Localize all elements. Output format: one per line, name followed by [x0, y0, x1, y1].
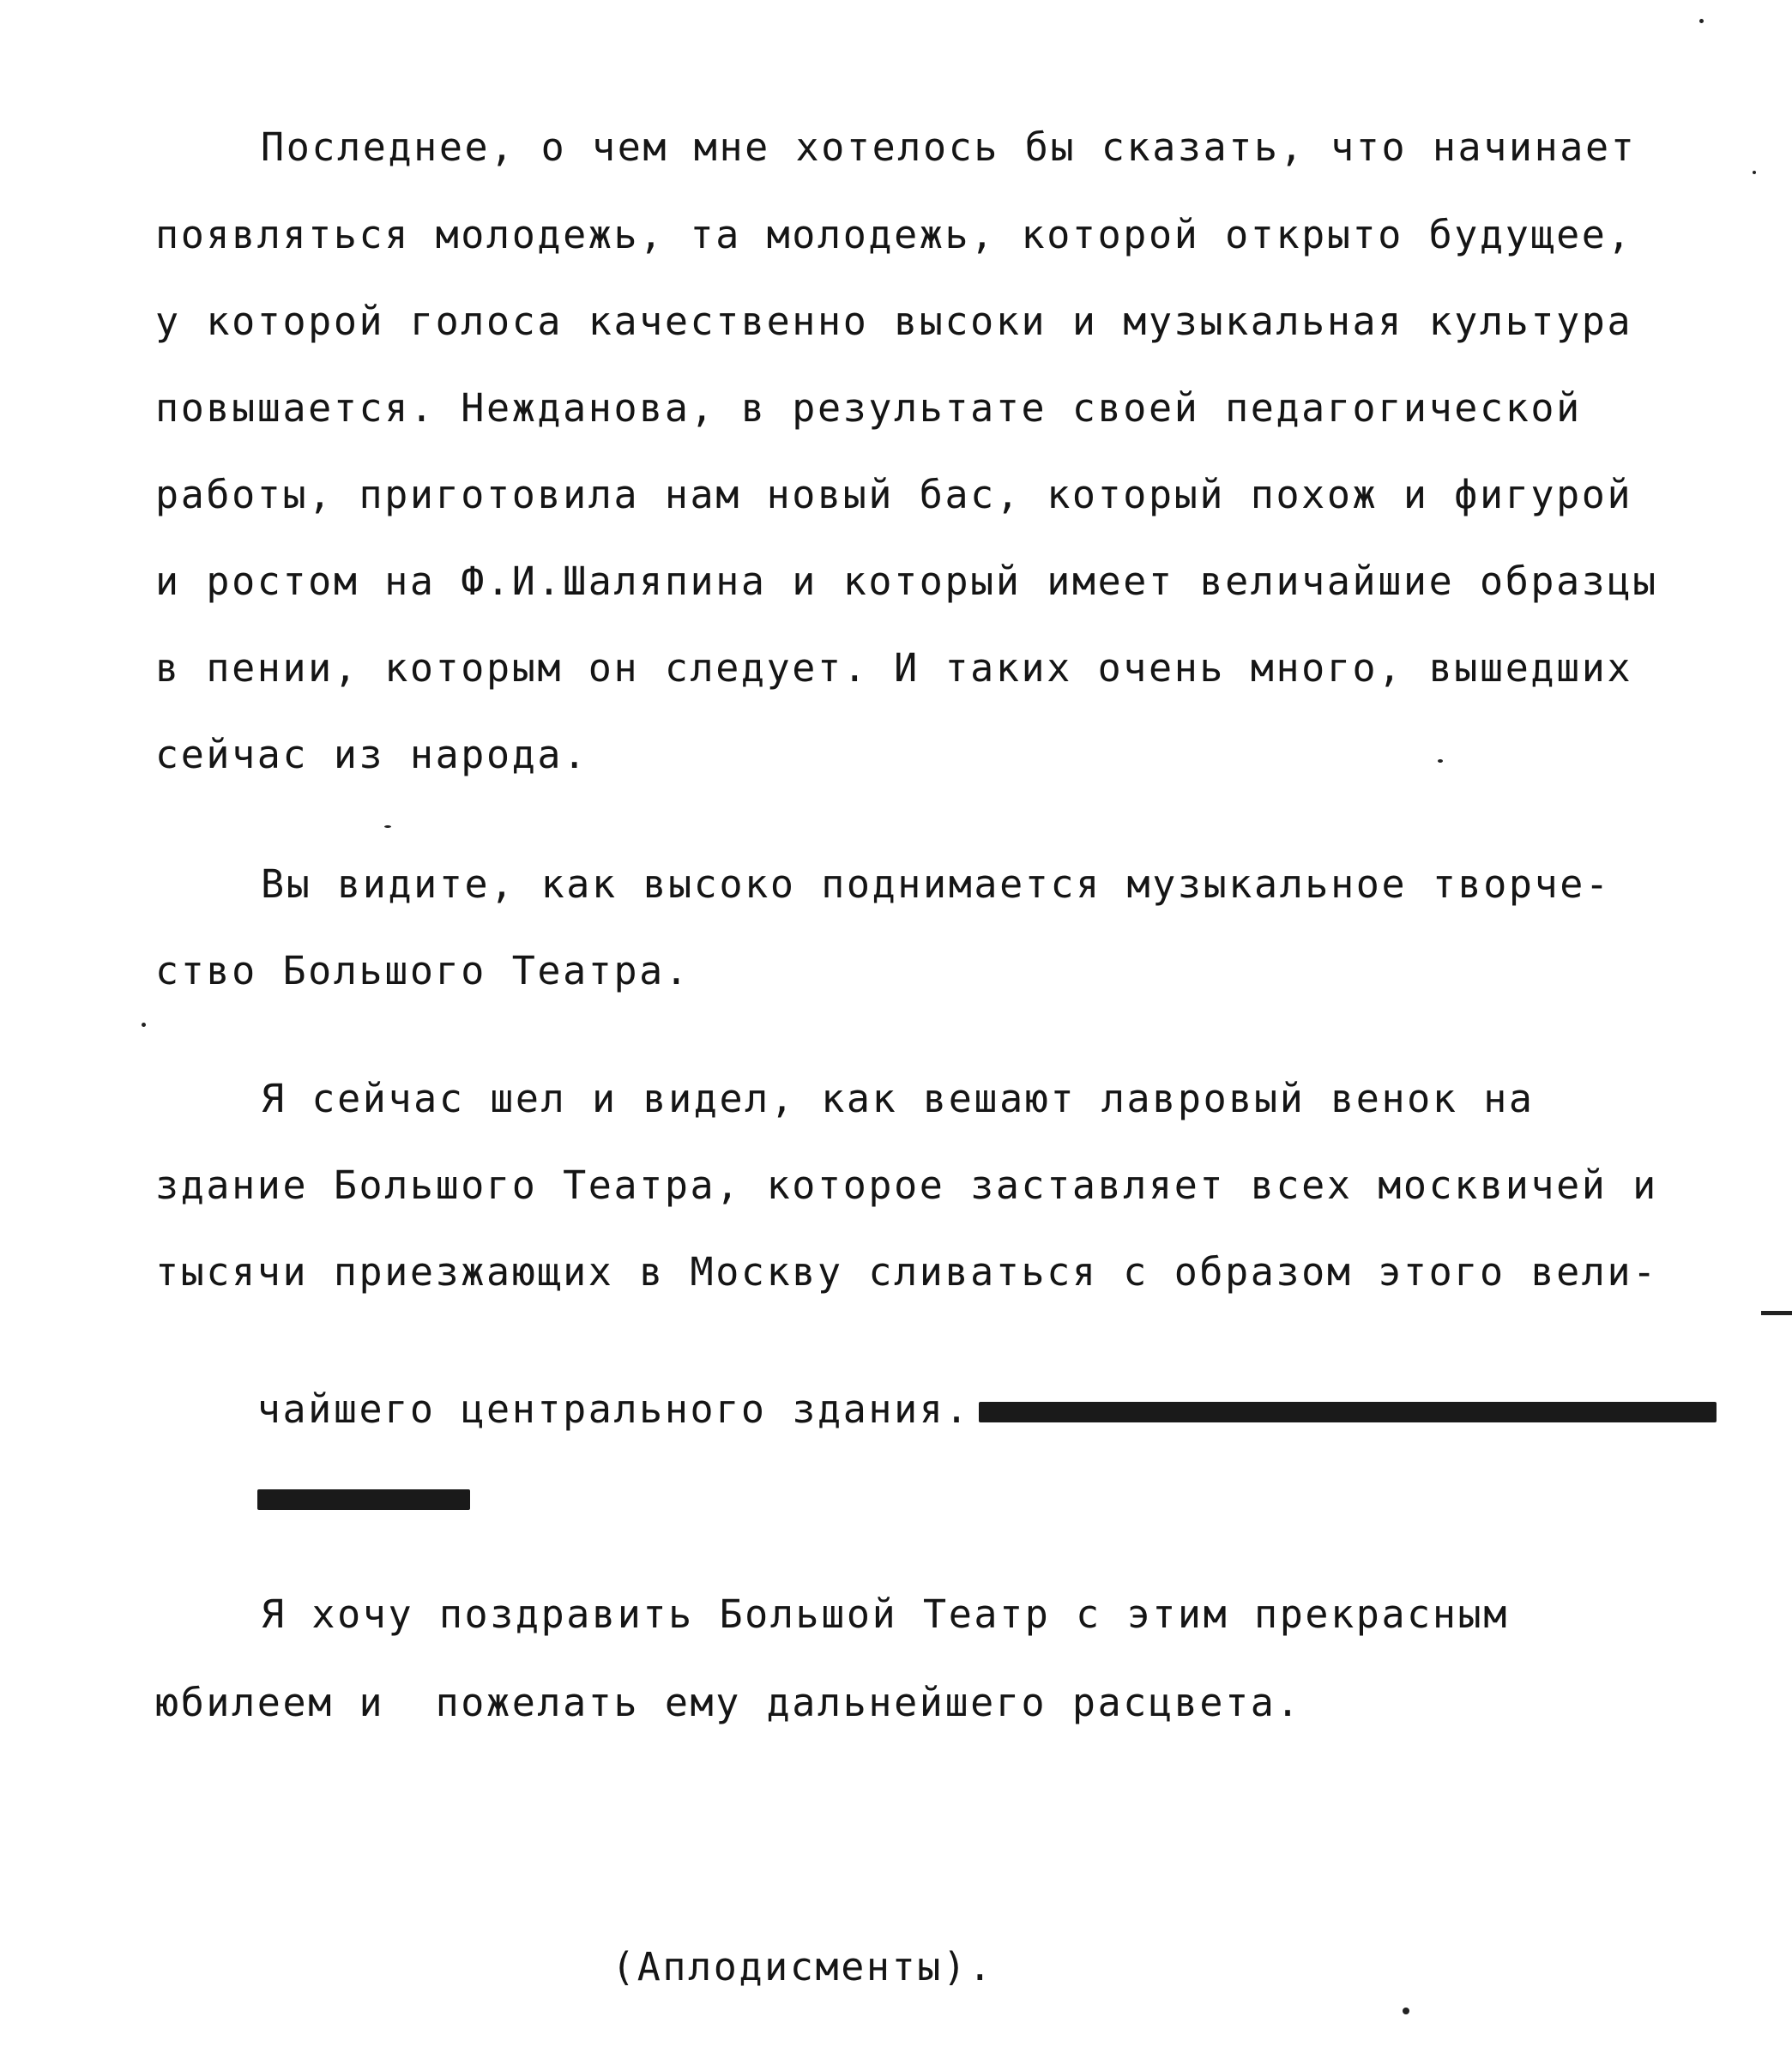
scan-speck: [384, 825, 391, 828]
paragraph-3-line-1: Я сейчас шел и видел, как вешают лавровый венок на: [261, 1076, 1535, 1121]
paragraph-3-line-4: чайшего центрального здания.: [256, 1386, 971, 1432]
paragraph-4-line-2: юбилеем и пожелать ему дальнейшего расцвета.: [155, 1680, 1302, 1725]
struck-out-text: [979, 1402, 1717, 1422]
paragraph-1-line-4: повышается. Нежданова, в результате своей педагогической: [155, 385, 1582, 431]
paragraph-1-line-3: у которой голоса качественно высоки и музыкальная культура: [155, 299, 1633, 344]
scan-speck: [142, 1023, 146, 1027]
paragraph-1-line-6: и ростом на Ф.И.Шаляпина и который имеет величайшие образцы: [155, 559, 1658, 604]
closing-applause: (Аплодисменты).: [612, 1944, 994, 1990]
paragraph-1-line-7: в пении, которым он следует. И таких очень много, вышедших: [155, 645, 1633, 691]
paragraph-1-line-1: Последнее, о чем мне хотелось бы сказать, что начинает: [261, 124, 1637, 170]
struck-out-text-continuation: [257, 1489, 470, 1510]
paragraph-1-line-2: появляться молодежь, та молодежь, которой открыто будущее,: [155, 212, 1633, 257]
paragraph-1-line-5: работы, приготовила нам новый бас, который похож и фигурой: [155, 472, 1633, 517]
paragraph-1-line-8: сейчас из народа.: [155, 732, 588, 777]
struck-out-continuation-row: [155, 1420, 470, 1471]
scan-speck: [1438, 759, 1443, 763]
paragraph-3-line-3: тысячи приезжающих в Москву сливаться с образом этого вели-: [155, 1249, 1658, 1295]
paragraph-2-line-1: Вы видите, как высоко поднимается музыкальное творче-: [261, 861, 1611, 907]
scan-speck: [1753, 171, 1756, 174]
paragraph-4-line-1: Я хочу поздравить Большой Театр с этим прекрасным: [261, 1591, 1509, 1637]
paragraph-2-line-2: ство Большого Театра.: [155, 948, 691, 993]
scan-speck: [1403, 2008, 1409, 2014]
margin-mark: [1761, 1311, 1792, 1315]
paragraph-3-line-2: здание Большого Театра, которое заставляет всех москвичей и: [155, 1162, 1658, 1208]
scan-speck: [1699, 19, 1704, 23]
paragraph-3-line-4-row: [155, 1332, 1717, 1432]
